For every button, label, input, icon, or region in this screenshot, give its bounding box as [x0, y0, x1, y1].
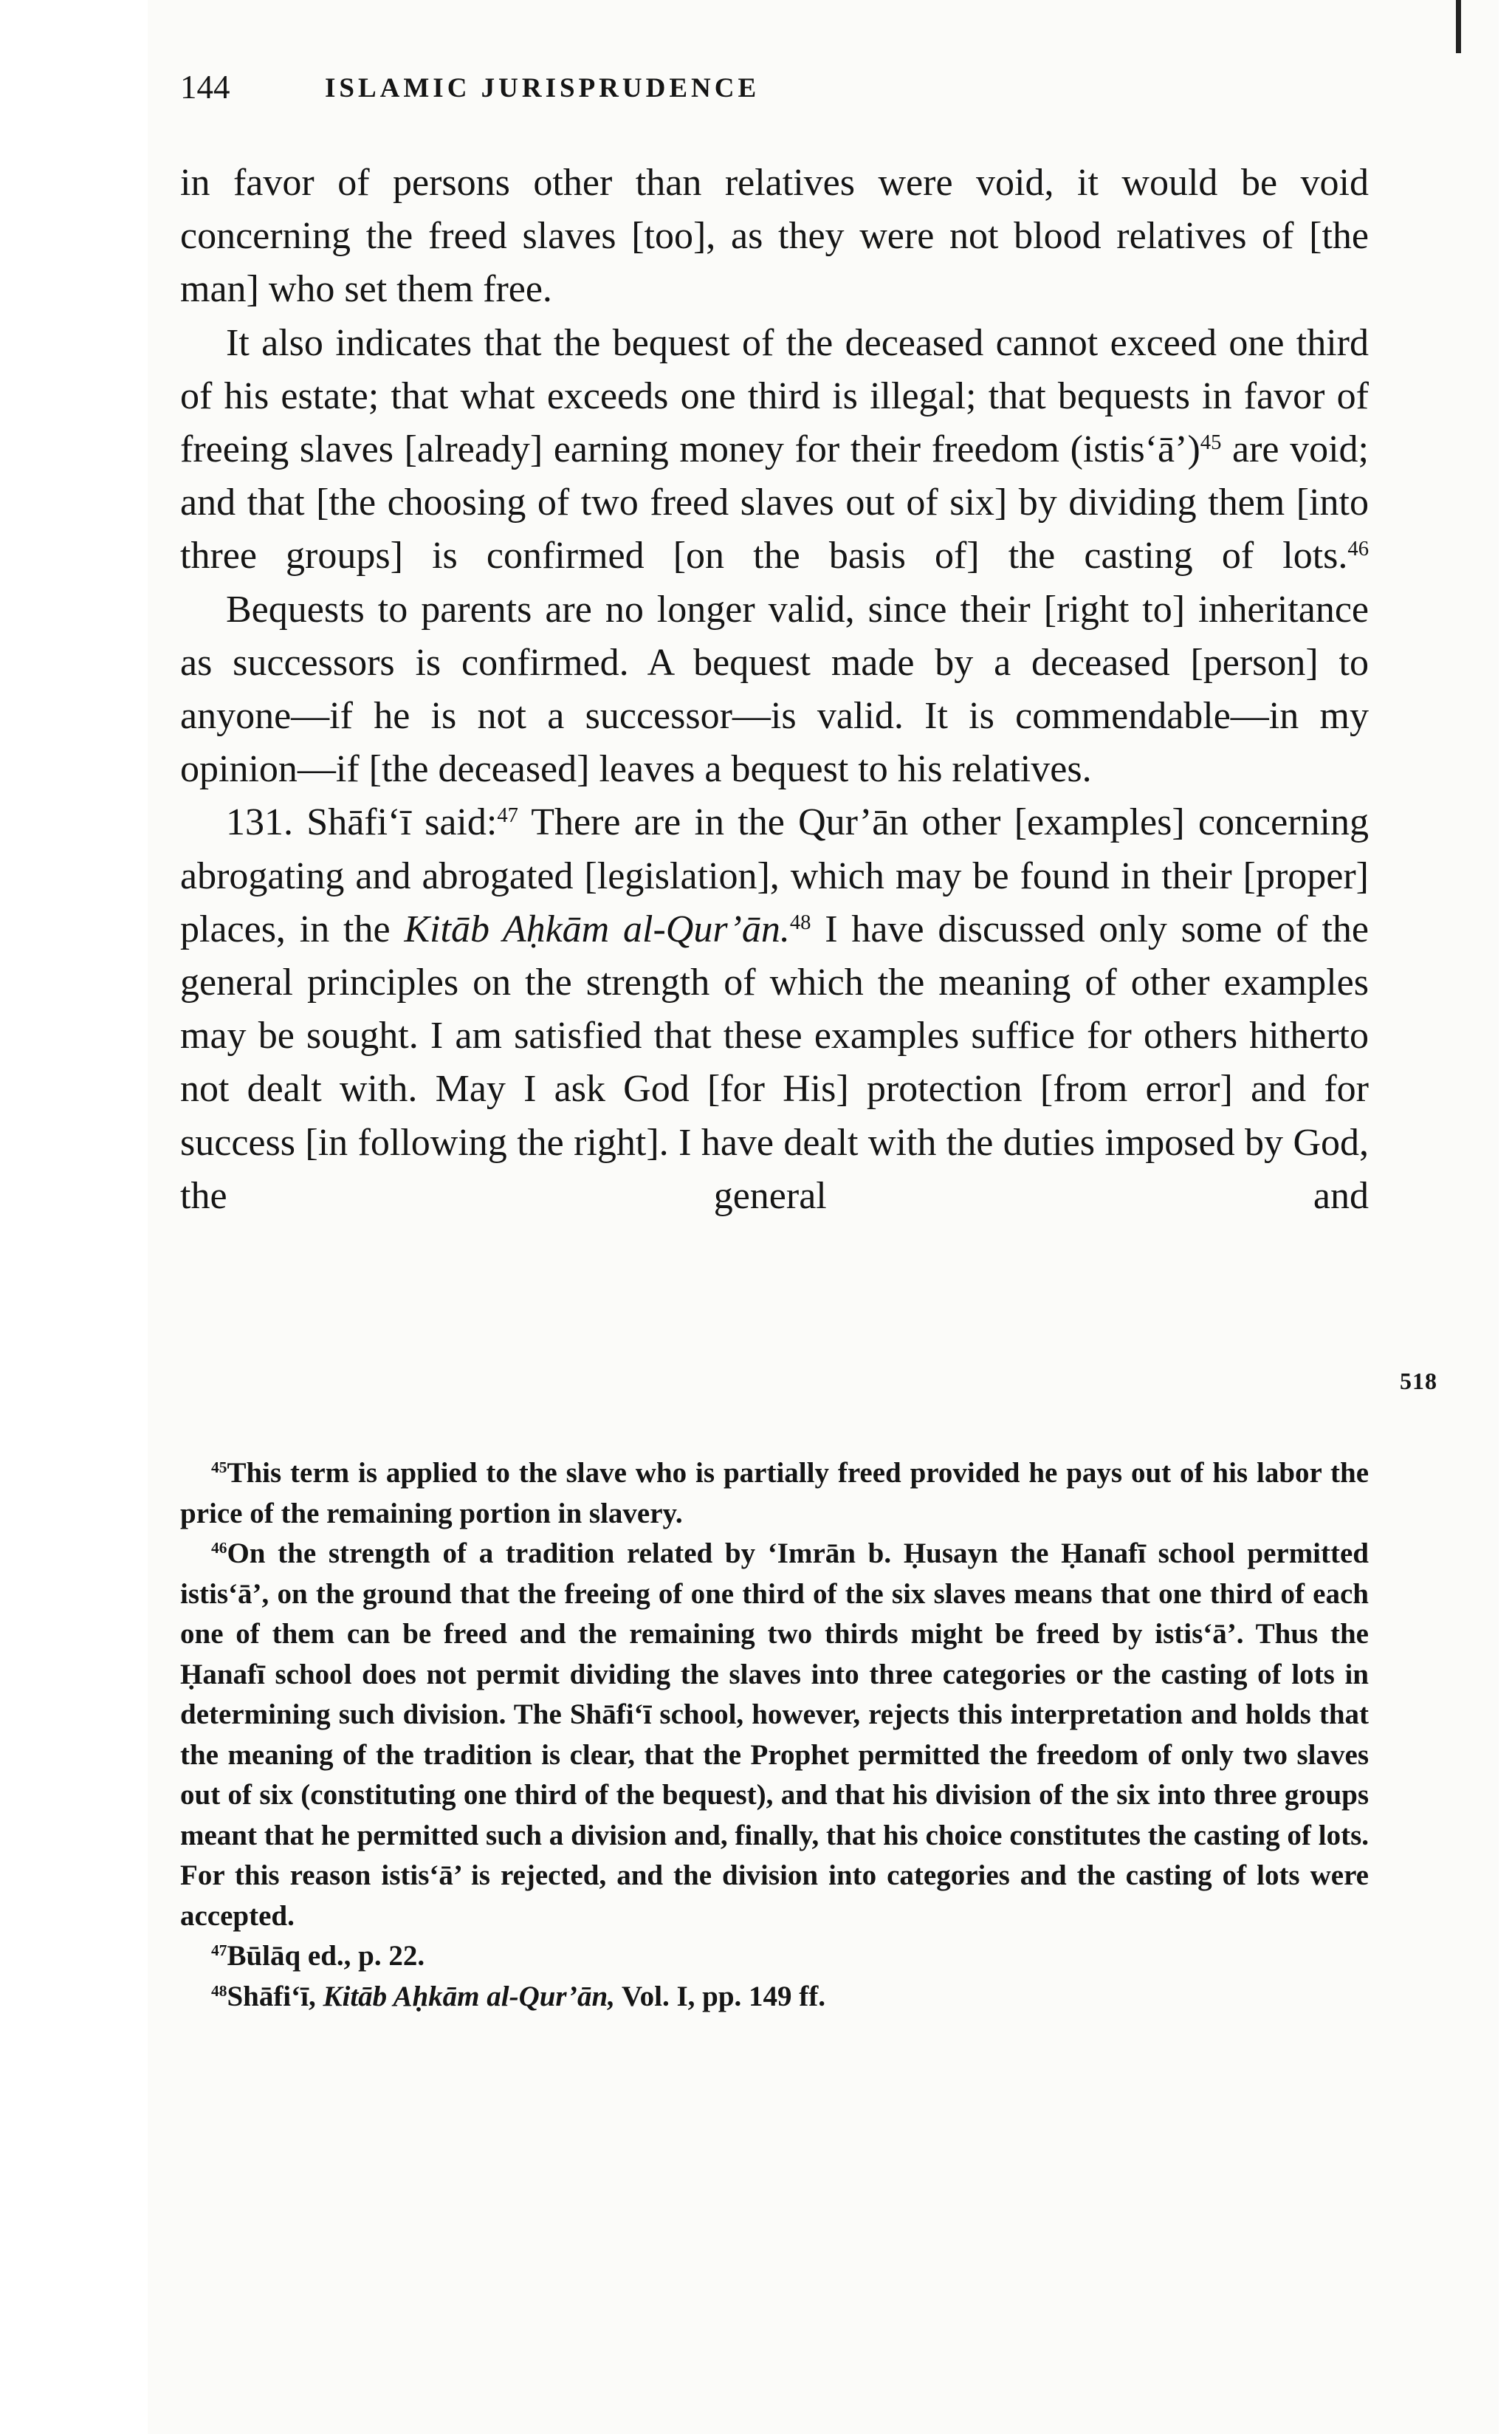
paragraph-1: in favor of persons other than relatives were void, it would be void concerning the freed slaves [too], as they were not blood relatives of [the man] who set them free. — [180, 162, 1369, 311]
margin-number: 518 — [1400, 1368, 1437, 1394]
paragraph-2-text-a: It also indicates that the bequest of the deceased cannot exceed one third of his estate; that what exceeds one third is illegal; that bequests in favor of freeing slaves [already] earning money for their freedom (istis‘ā’) — [180, 321, 1369, 471]
footnote-mark-45: 45 — [211, 1458, 227, 1477]
paragraph-4 — [180, 796, 1369, 1223]
book-title: Kitāb Aḥkām al-Qur’ān. — [404, 908, 790, 950]
paragraph-4-text-c: I have discussed only some of the general principles on the strength of which the meaning of other examples may be sought. I am satisfied that these examples suffice for others hitherto not dealt with. May I ask God [for His] protection [from error] and for success [in following the right]. I have dealt with the duties imposed by God, the general and — [180, 908, 1369, 1217]
running-head: ISLAMIC JURISPRUDENCE — [325, 73, 760, 103]
footnote-mark-48: 48 — [211, 1981, 227, 2000]
footnote-mark-46: 46 — [211, 1539, 227, 1557]
footnote-45-text: This term is applied to the slave who is partially freed provided he pays out of his labor the price of the remaining portion in slavery. — [180, 1457, 1369, 1529]
footnote-ref-46: 46 — [1347, 538, 1369, 561]
footnote-ref-48: 48 — [789, 911, 811, 934]
footnote-47 — [180, 1936, 1369, 1977]
paragraph-4-text-a: 131. Shāfi‘ī said: — [226, 801, 498, 844]
footnote-46 — [180, 1534, 1369, 1936]
footnote-48-text-a: Shāfi‘ī, — [227, 1980, 323, 2012]
footnote-48-text-b: Vol. I, pp. 149 ff. — [614, 1980, 825, 2012]
footnote-ref-47: 47 — [497, 804, 518, 828]
paragraph-4-text-b: There are in the Qur’ān other [examples] concerning abrogating and abrogated [legislation], which may be found in their [proper] places, in the — [180, 801, 1369, 950]
footnote-46-text: On the strength of a tradition related by ‘Imrān b. Ḥusayn the Ḥanafī school permitted istis‘ā’, on the ground that the freeing of one third of the six slaves means that one third of each one of them can be freed and the remaining two thirds might be freed by istis‘ā’. Thus the Ḥanafī school does not permit dividing the slaves into three categories or the casting of lots in determining such division. The Shāfi‘ī school, however, rejects this interpretation and holds that the meaning of the tradition is clear, that the Prophet permitted the freedom of only two slaves out of six (constituting one third of the bequest), and that his division of the six into three groups meant that he permitted such a division and, finally, that his choice constitutes the casting of lots. For this reason istis‘ā’ is rejected, and the division into categories and the casting of lots were accepted. — [180, 1537, 1369, 1932]
footnotes — [180, 1453, 1369, 2017]
paragraph-2 — [180, 317, 1369, 583]
footnote-48-title: Kitāb Aḥkām al-Qur’ān, — [323, 1980, 615, 2012]
paragraph-2-text-b: are void; and that [the choosing of two freed slaves out of six] by dividing them [into three groups] is confirmed [on the basis of] the casting of lots. — [180, 428, 1370, 577]
page-number: 144 — [180, 69, 230, 106]
main-text — [180, 157, 1369, 1223]
footnote-45 — [180, 1453, 1369, 1534]
footnote-ref-45: 45 — [1200, 431, 1222, 454]
footnote-48 — [180, 1977, 1369, 2018]
footnote-47-text: Būlāq ed., p. 22. — [227, 1940, 425, 1972]
scan-mark — [1456, 0, 1461, 53]
paragraph-3: Bequests to parents are no longer valid, since their [right to] inheritance as successors is confirmed. A bequest made by a deceased [person] to anyone—if he is not a successor—is valid. It is commendable—in my opinion—if [the deceased] leaves a bequest to his relatives. — [180, 588, 1369, 791]
footnote-mark-47: 47 — [211, 1941, 227, 1960]
